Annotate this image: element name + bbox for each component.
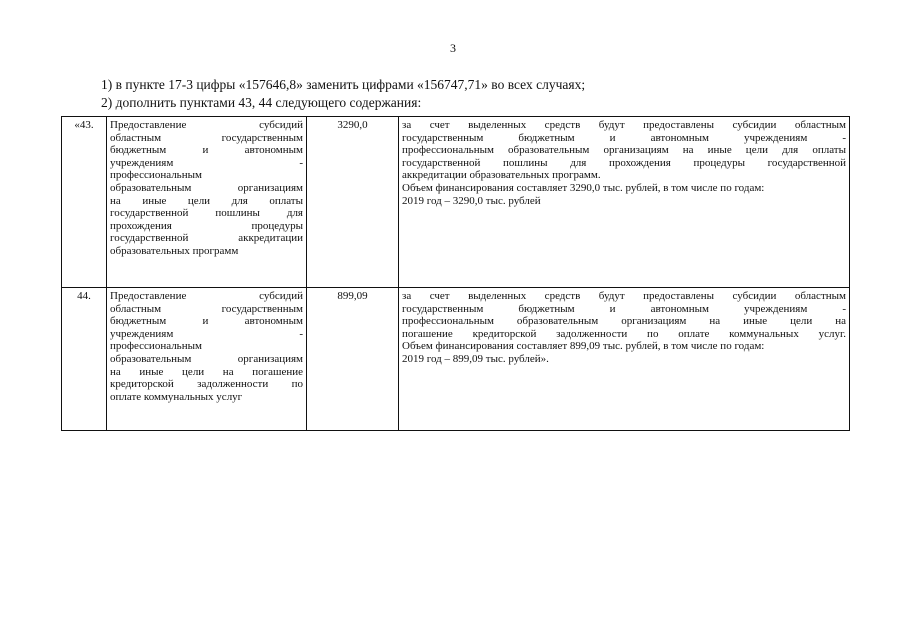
name-line: прохождения процедуры (110, 219, 303, 232)
amendment-table (61, 116, 850, 431)
name-line: областным государственным (110, 131, 303, 144)
row-number-cell: 44. (62, 288, 107, 431)
description-line: государственным бюджетным и автономным учреждениям - (402, 131, 846, 144)
name-line: профессиональным (110, 169, 202, 182)
row-name-cell (107, 288, 307, 431)
name-line: профессиональным (110, 340, 202, 353)
name-line: образовательным организациям (110, 352, 303, 365)
name-line: учреждениям - (110, 327, 303, 340)
name-line: Предоставление субсидий (110, 290, 303, 302)
name-line: на иные цели на погашение (110, 365, 303, 378)
description-line: Объем финансирования составляет 3290,0 тыс. рублей, в том числе по годам: (402, 181, 765, 194)
name-line: государственной аккредитации (110, 232, 303, 245)
name-line: Предоставление субсидий (110, 119, 303, 131)
name-line: бюджетным и автономным (110, 315, 303, 328)
row-description-cell (399, 288, 850, 431)
table-row (62, 117, 850, 288)
table-row (62, 288, 850, 431)
name-line: на иные цели для оплаты (110, 194, 303, 207)
description-line: погашение кредиторской задолженности по оплате коммунальных услуг. (402, 327, 846, 340)
amendment-paragraph-2: 2) дополнить пунктами 43, 44 следующего содержания: (101, 95, 422, 110)
name-line: кредиторской задолженности по (110, 378, 303, 391)
amendment-paragraph-1: 1) в пункте 17-3 цифры «157646,8» заменить цифрами «156747,71» во всех случаях; (101, 77, 586, 92)
description-line: профессиональным образовательным организациям на иные цели на (402, 315, 846, 328)
name-line: учреждениям - (110, 156, 303, 169)
name-line: государственной пошлины для (110, 207, 303, 220)
description-line: 2019 год – 899,09 тыс. рублей». (402, 352, 549, 365)
description-line: аккредитации образовательных программ. (402, 169, 601, 182)
description-line: государственным бюджетным и автономным учреждениям - (402, 302, 846, 315)
name-line: оплате коммунальных услуг (110, 390, 243, 403)
row-amount-cell: 899,09 (307, 288, 399, 431)
row-number-cell: «43. (62, 117, 107, 288)
description-line: Объем финансирования составляет 899,09 тыс. рублей, в том числе по годам: (402, 340, 765, 353)
name-line: образовательным организациям (110, 181, 303, 194)
row-description-cell (399, 117, 850, 288)
description-line: за счет выделенных средств будут предоставлены субсидии областным (402, 290, 846, 302)
description-line: за счет выделенных средств будут предоставлены субсидии областным (402, 119, 846, 131)
description-line: 2019 год – 3290,0 тыс. рублей (402, 194, 541, 207)
description-line: профессиональным образовательным организациям на иные цели для оплаты (402, 144, 846, 157)
row-amount-cell: 3290,0 (307, 117, 399, 288)
name-line: областным государственным (110, 302, 303, 315)
name-line: бюджетным и автономным (110, 144, 303, 157)
page-number: 3 (450, 41, 456, 55)
description-line: государственной пошлины для прохождения процедуры государственной (402, 156, 846, 169)
name-line: образовательных программ (110, 244, 239, 257)
row-name-cell (107, 117, 307, 288)
